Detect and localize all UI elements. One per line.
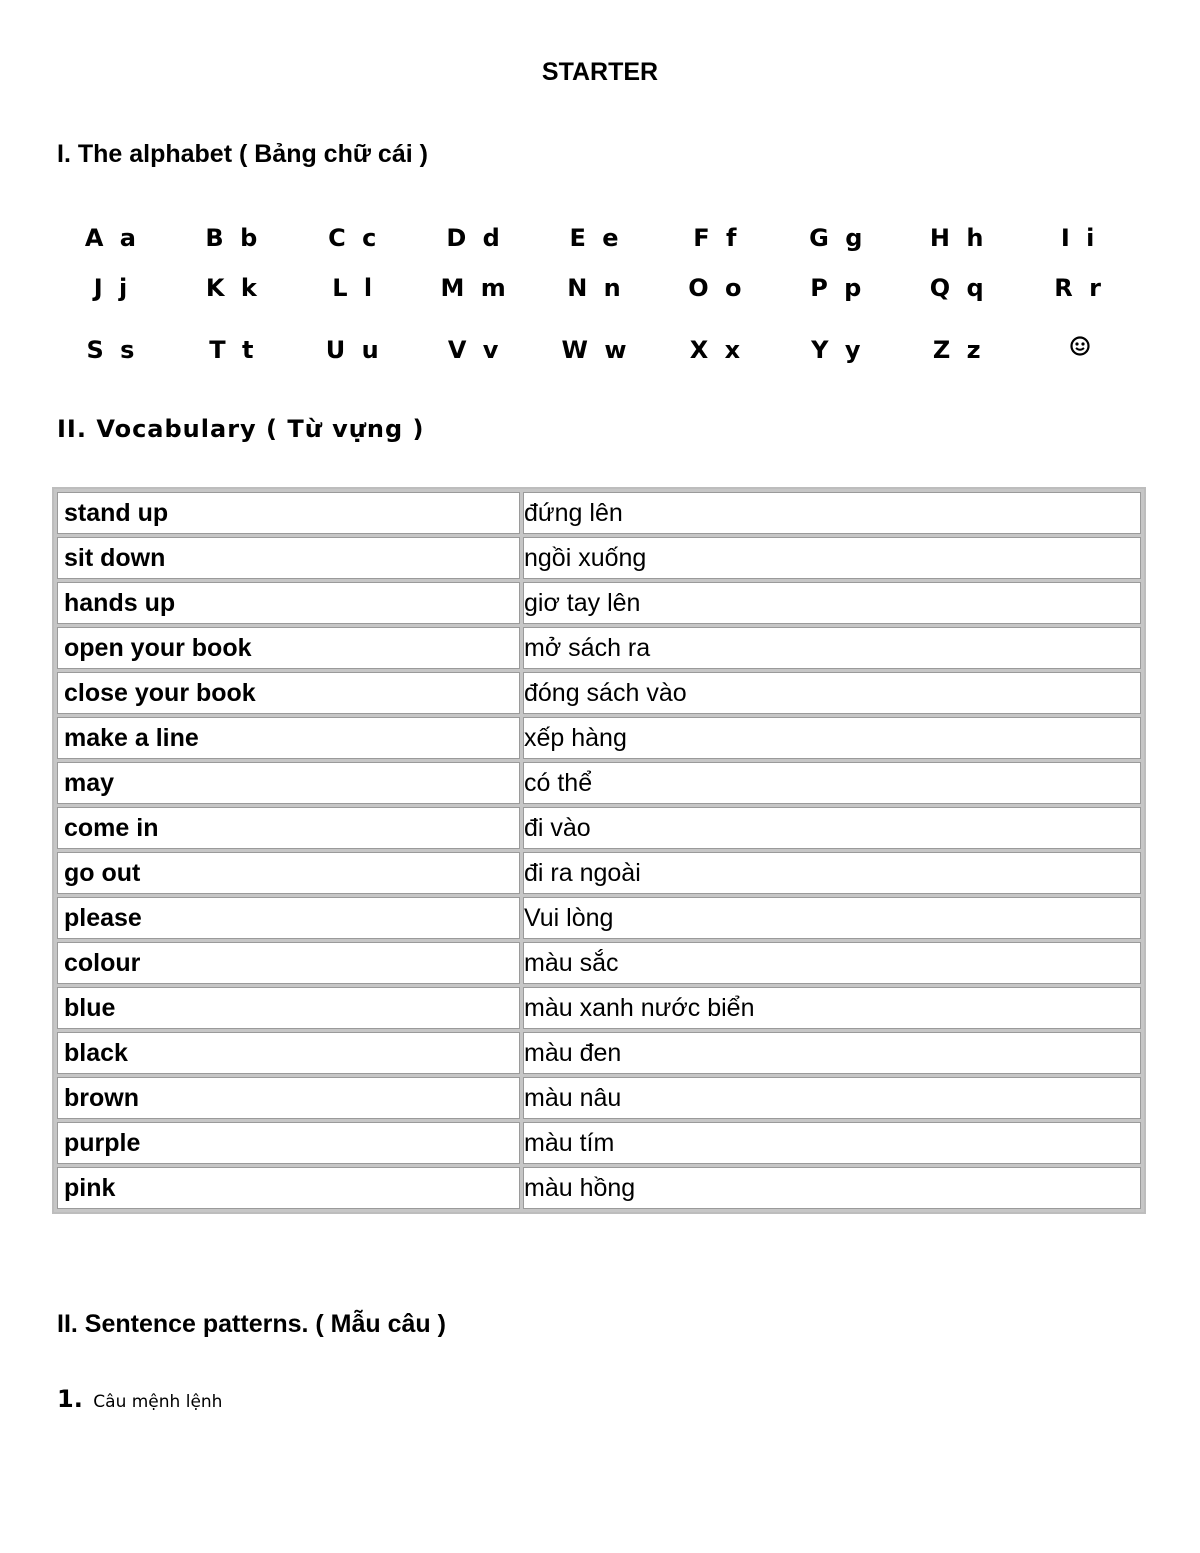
alphabet-letter: N n bbox=[567, 274, 625, 302]
english-term: may bbox=[57, 762, 520, 804]
pattern-list-item bbox=[57, 1385, 222, 1413]
english-term: please bbox=[57, 897, 520, 939]
table-row bbox=[57, 942, 1141, 984]
alphabet-letter: H h bbox=[929, 224, 988, 252]
alphabet-letter: R r bbox=[1054, 274, 1105, 302]
alphabet-row-2 bbox=[52, 270, 1140, 332]
alphabet-letter: W w bbox=[561, 336, 631, 364]
english-term: close your book bbox=[57, 672, 520, 714]
vietnamese-meaning: màu nâu bbox=[523, 1077, 1141, 1119]
alphabet-letter: K k bbox=[205, 274, 261, 302]
table-row bbox=[57, 717, 1141, 759]
english-term: sit down bbox=[57, 537, 520, 579]
alphabet-letter: B b bbox=[205, 224, 262, 252]
vocabulary-table bbox=[52, 487, 1146, 1214]
english-term: hands up bbox=[57, 582, 520, 624]
vocabulary-heading: II. Vocabulary ( Từ vựng ) bbox=[57, 415, 425, 443]
pattern-number: 1. bbox=[57, 1385, 83, 1413]
alphabet-letter: Q q bbox=[929, 274, 988, 302]
vietnamese-meaning: màu đen bbox=[523, 1032, 1141, 1074]
alphabet-row-1 bbox=[52, 220, 1140, 270]
english-term: black bbox=[57, 1032, 520, 1074]
alphabet-letter: X x bbox=[689, 336, 745, 364]
vietnamese-meaning: đi ra ngoài bbox=[523, 852, 1141, 894]
vietnamese-meaning: đóng sách vào bbox=[523, 672, 1141, 714]
english-term: pink bbox=[57, 1167, 520, 1209]
document-title: STARTER bbox=[541, 58, 659, 86]
alphabet-heading: I. The alphabet ( Bảng chữ cái ) bbox=[57, 140, 428, 168]
vietnamese-meaning: xếp hàng bbox=[523, 717, 1141, 759]
vietnamese-meaning: màu hồng bbox=[523, 1167, 1141, 1209]
alphabet-letter: A a bbox=[84, 224, 140, 252]
sentence-patterns-heading: II. Sentence patterns. ( Mẫu câu ) bbox=[57, 1310, 446, 1338]
alphabet-letter: L l bbox=[332, 274, 377, 302]
table-row bbox=[57, 582, 1141, 624]
english-term: blue bbox=[57, 987, 520, 1029]
smiley-face-icon bbox=[1070, 336, 1090, 356]
table-row bbox=[57, 627, 1141, 669]
vietnamese-meaning: giơ tay lên bbox=[523, 582, 1141, 624]
vietnamese-meaning: có thể bbox=[523, 762, 1141, 804]
alphabet-letter: Y y bbox=[811, 336, 865, 364]
table-row bbox=[57, 852, 1141, 894]
table-row bbox=[57, 987, 1141, 1029]
table-row bbox=[57, 897, 1141, 939]
alphabet-letter: P p bbox=[810, 274, 866, 302]
alphabet-letter: Z z bbox=[932, 336, 985, 364]
alphabet-letter: M m bbox=[440, 274, 510, 302]
alphabet-letter: U u bbox=[325, 336, 383, 364]
english-term: colour bbox=[57, 942, 520, 984]
alphabet-letter: T t bbox=[209, 336, 258, 364]
alphabet-letter: F f bbox=[693, 224, 741, 252]
table-row bbox=[57, 537, 1141, 579]
vietnamese-meaning: màu tím bbox=[523, 1122, 1141, 1164]
alphabet-letter: V v bbox=[447, 336, 503, 364]
vietnamese-meaning: đi vào bbox=[523, 807, 1141, 849]
alphabet-letter: E e bbox=[569, 224, 623, 252]
vietnamese-meaning: màu xanh nước biển bbox=[523, 987, 1141, 1029]
alphabet-letter: I i bbox=[1060, 224, 1099, 252]
vietnamese-meaning: Vui lòng bbox=[523, 897, 1141, 939]
english-term: open your book bbox=[57, 627, 520, 669]
table-row bbox=[57, 1122, 1141, 1164]
vietnamese-meaning: màu sắc bbox=[523, 942, 1141, 984]
english-term: purple bbox=[57, 1122, 520, 1164]
vietnamese-meaning: ngồi xuống bbox=[523, 537, 1141, 579]
english-term: brown bbox=[57, 1077, 520, 1119]
english-term: come in bbox=[57, 807, 520, 849]
alphabet-letter: G g bbox=[809, 224, 867, 252]
alphabet-letter: J j bbox=[93, 274, 132, 302]
alphabet-row-3 bbox=[52, 332, 1140, 372]
pattern-text: Câu mệnh lệnh bbox=[93, 1392, 223, 1412]
alphabet-letter: D d bbox=[446, 224, 504, 252]
vietnamese-meaning: đứng lên bbox=[523, 492, 1141, 534]
table-row bbox=[57, 1077, 1141, 1119]
alphabet-grid bbox=[52, 220, 1140, 372]
vietnamese-meaning: mở sách ra bbox=[523, 627, 1141, 669]
table-row bbox=[57, 762, 1141, 804]
alphabet-letter: C c bbox=[328, 224, 381, 252]
table-row bbox=[57, 1032, 1141, 1074]
table-row bbox=[57, 672, 1141, 714]
table-row bbox=[57, 1167, 1141, 1209]
alphabet-letter: O o bbox=[688, 274, 746, 302]
english-term: stand up bbox=[57, 492, 520, 534]
english-term: go out bbox=[57, 852, 520, 894]
table-row bbox=[57, 492, 1141, 534]
alphabet-letter: S s bbox=[86, 336, 139, 364]
english-term: make a line bbox=[57, 717, 520, 759]
alphabet-end-cell bbox=[1019, 332, 1140, 372]
table-row bbox=[57, 807, 1141, 849]
